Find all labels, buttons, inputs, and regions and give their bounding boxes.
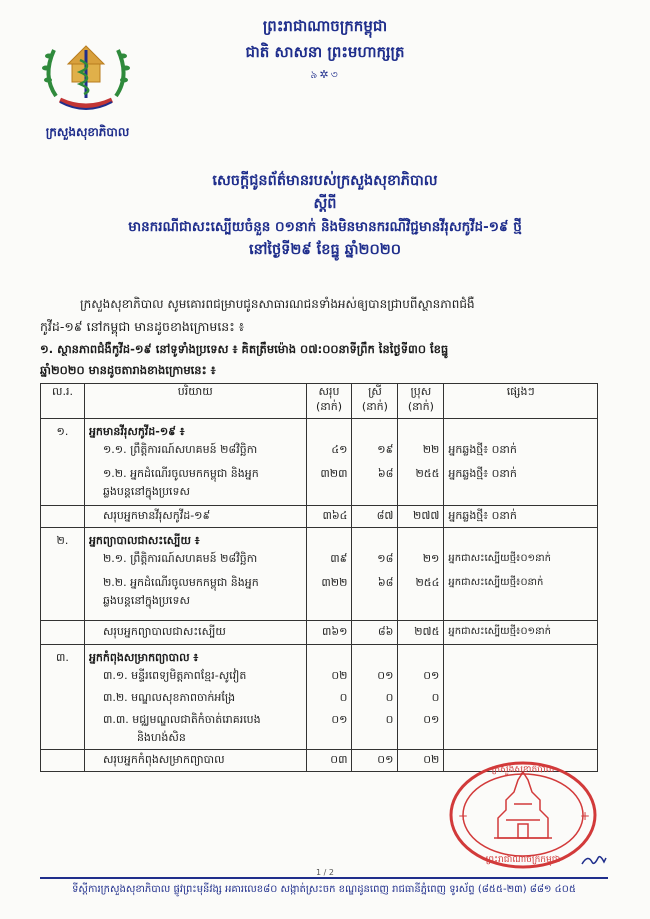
subtotal-3-blank — [41, 750, 85, 772]
press-release-title: សេចក្តីជូនព័ត៌មានរបស់ក្រសួងសុខាភិបាល — [212, 173, 438, 189]
row-1-2-total: ៣២៣ — [320, 467, 348, 480]
group-3-number: ៣. — [41, 645, 85, 750]
group-1-other-cell — [444, 419, 598, 506]
row-1-2-description-cont: ឆ្លងបន្តនៅក្នុងប្រទេស — [102, 485, 191, 498]
section-1-heading: ១. ស្ថានភាពជំងឺកូវីដ-១៩ នៅទូទាំងប្រទេស ៖ គិតត្រឹមម៉ោង ០៧:០០នាទីព្រឹក នៃថ្ងៃទី៣០ ខែធ្នូ — [40, 342, 449, 356]
subtotal-3-female: ០១ — [352, 750, 398, 772]
group-2-male-cell — [398, 528, 444, 621]
row-1-1-other: អ្នកឆ្លងថ្មី៖ ០នាក់ — [448, 443, 517, 456]
ministry-caption: ក្រសួងសុខាភិបាល — [45, 125, 130, 139]
kingdom-title: ព្រះរាជាណាចក្រកម្ពុជា — [262, 17, 388, 35]
group-2-female-cell — [352, 528, 398, 621]
ornament-divider: ৯✲৩ — [310, 68, 340, 81]
row-3-3-total: ០១ — [331, 713, 348, 726]
subtotal-1-blank — [41, 506, 85, 528]
official-stamp-icon — [448, 760, 598, 870]
group-1-cell — [84, 419, 306, 506]
stamp-text-bottom: ព្រះរាជាណាចក្រកម្ពុជា — [485, 855, 561, 865]
group-1-heading: អ្នកមានវីរុសកូវីដ-១៩ ៖ — [88, 425, 185, 438]
footer-address: ទីស្តីការក្រសួងសុខាភិបាល ផ្លូវព្រះមុនីវង្ស អគារលេខ៨០ សង្កាត់ស្រះចក ខណ្ឌដូនពេញ រាជធានីភ្នំពេញ ទូរស័ព្ទ (៨៥៥-២៣) ៨៨១ ៤០៥ — [72, 884, 576, 895]
row-1-1-male: ២២ — [422, 443, 440, 456]
row-3-2-description: ៣.២. មណ្ឌលសុខភាពចាក់អង្រែ — [102, 691, 236, 704]
group-1-total-cell — [306, 419, 352, 506]
page-number: 1 / 2 — [316, 868, 334, 877]
table-row — [41, 528, 598, 621]
row-3-3-description: ៣.៣. មជ្ឈមណ្ឌលជាតិកំចាត់រោគរបេង — [102, 713, 261, 726]
row-3-1-total: ០២ — [331, 669, 348, 682]
subtotal-1-female: ៨៧ — [352, 506, 398, 528]
signature-icon — [580, 852, 608, 868]
subtotal-2-total: ៣៦១ — [306, 621, 352, 645]
group-3-female-cell — [352, 645, 398, 750]
group-1-female-cell — [352, 419, 398, 506]
subtotal-2-female: ៨៦ — [352, 621, 398, 645]
stamp-text-top: ក្រសួងសុខាភិបាល — [491, 765, 555, 775]
row-2-2-other: អ្នកជាសះស្បើយថ្មី៖០នាក់ — [448, 577, 544, 588]
row-3-1-male: ០១ — [423, 669, 440, 682]
row-3-3-female: ០ — [385, 713, 394, 726]
row-2-2-male: ២៥៤ — [415, 576, 440, 589]
row-1-2-female: ៦៨ — [377, 467, 394, 480]
group-3-cell — [84, 645, 306, 750]
row-2-2-description: ២.២. អ្នកដំណើរចូលមកកម្ពុជា និងអ្នក — [102, 576, 259, 589]
group-2-cell — [84, 528, 306, 621]
group-3-total-cell — [306, 645, 352, 750]
row-2-1-male: ២១ — [422, 552, 440, 565]
header-other: ផ្សេងៗ — [444, 384, 598, 419]
intro-line-1: ក្រសួងសុខាភិបាល សូមគោរពជម្រាបជូនសាធារណជនទាំងអស់ឲ្យបានជ្រាបពីស្ថានភាពជំងឺ — [80, 297, 475, 311]
group-1-number: ១. — [41, 419, 85, 506]
subtotal-3-label: សរុបអ្នកកំពុងសម្រាកព្យាបាល — [84, 750, 306, 772]
row-3-3-description-cont: និងហង់សិន — [136, 731, 186, 744]
table-row-subtotal — [41, 506, 598, 528]
group-3-other-cell — [444, 645, 598, 750]
row-3-3-male: ០១ — [423, 713, 440, 726]
group-1-male-cell — [398, 419, 444, 506]
row-2-2-description-cont: ឆ្លងបន្តនៅក្នុងប្រទេស — [102, 594, 191, 607]
subtotal-2-label: សរុបអ្នកព្យាបាលជាសះស្បើយ — [84, 621, 306, 645]
section-1-heading-cont: ឆ្នាំ២០២០ មានដូចតារាងខាងក្រោមនេះ ៖ — [40, 363, 216, 377]
subtotal-1-other: អ្នកឆ្លងថ្មី៖ ០នាក់ — [444, 506, 598, 528]
title-subject: មានករណីជាសះស្បើយចំនួន ០១នាក់ និងមិនមានករណីវិជ្ជមានវីរុសកូវីដ-១៩ ថ្មី — [128, 219, 522, 235]
title-subject-label: ស្តីពី — [313, 196, 337, 212]
row-3-2-female: ០ — [385, 691, 394, 704]
group-2-number: ២. — [41, 528, 85, 621]
table-row-subtotal — [41, 621, 598, 645]
subtotal-2-other: អ្នកជាសះស្បើយថ្មី៖០១នាក់ — [444, 621, 598, 645]
row-2-1-total: ៣៩ — [330, 552, 348, 565]
row-2-1-description: ២.១. ព្រឹត្តិការណ៍សហគមន៍ ២៨វិច្ឆិកា — [102, 552, 258, 565]
subtotal-3-male: ០២ — [398, 750, 444, 772]
row-2-2-total: ៣២២ — [321, 576, 348, 589]
svg-text:+: + — [580, 809, 591, 823]
row-3-2-total: ០ — [339, 691, 348, 704]
group-3-male-cell — [398, 645, 444, 750]
subtotal-3-total: ០៣ — [306, 750, 352, 772]
row-1-1-female: ១៩ — [377, 443, 394, 456]
row-1-2-description: ១.២. អ្នកដំណើរចូលមកកម្ពុជា និងអ្នក — [102, 467, 259, 480]
ministry-logo-icon — [38, 36, 134, 114]
header-male: ប្រុស (នាក់) — [398, 384, 444, 419]
group-3-heading: អ្នកកំពុងសម្រាកព្យាបាល ៖ — [88, 651, 199, 664]
group-2-heading: អ្នកព្យាបាលជាសះស្បើយ ៖ — [88, 534, 200, 547]
covid-status-table — [40, 383, 598, 772]
svg-text:+: + — [458, 809, 469, 823]
row-2-1-other: អ្នកជាសះស្បើយថ្មី៖០១នាក់ — [448, 553, 551, 564]
row-3-1-description: ៣.១. មន្ទីរពេទ្យមិត្តភាពខ្មែរ-សូវៀត — [102, 669, 247, 682]
subtotal-1-male: ២៧៧ — [398, 506, 444, 528]
table-header-row — [41, 384, 598, 419]
national-motto: ជាតិ សាសនា ព្រះមហាក្សត្រ — [245, 43, 405, 61]
header-total: សរុប (នាក់) — [306, 384, 352, 419]
row-2-2-female: ៦៨ — [377, 576, 394, 589]
table-row — [41, 645, 598, 750]
subtotal-2-blank — [41, 621, 85, 645]
row-1-1-total: ៤១ — [331, 443, 348, 456]
intro-line-2: កូវីដ-១៩ នៅកម្ពុជា មានដូចខាងក្រោមនេះ ៖ — [40, 319, 245, 334]
subtotal-1-label: សរុបអ្នកមានវីរុសកូវីដ-១៩ — [84, 506, 306, 528]
subtotal-1-total: ៣៦៤ — [306, 506, 352, 528]
footer-divider — [40, 877, 608, 879]
row-3-2-male: ០ — [431, 691, 440, 704]
title-date: នៅថ្ងៃទី២៩ ខែធ្នូ ឆ្នាំ២០២០ — [248, 242, 402, 258]
group-2-other-cell — [444, 528, 598, 621]
row-1-1-description: ១.១. ព្រឹត្តិការណ៍សហគមន៍ ២៨វិច្ឆិកា — [102, 443, 258, 456]
group-2-total-cell — [306, 528, 352, 621]
table-row — [41, 419, 598, 506]
row-1-2-other: អ្នកឆ្លងថ្មី៖ ០នាក់ — [448, 467, 517, 480]
header-description: បរិយាយ — [84, 384, 306, 419]
header-female: ស្រី (នាក់) — [352, 384, 398, 419]
row-3-1-female: ០១ — [377, 669, 394, 682]
row-1-2-male: ២៥៥ — [415, 467, 440, 480]
header-no: ល.រ. — [41, 384, 85, 419]
subtotal-2-male: ២៧៥ — [398, 621, 444, 645]
row-2-1-female: ១៨ — [377, 552, 394, 565]
